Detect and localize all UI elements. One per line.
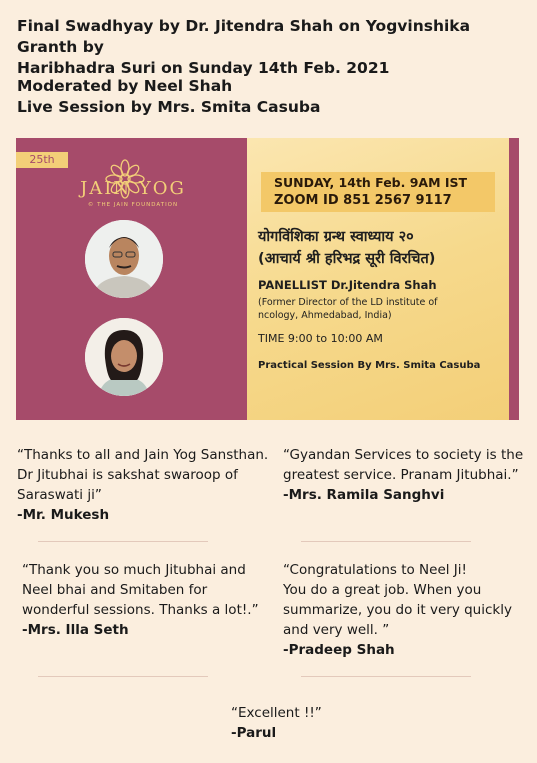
hindi-subtitle: (आचार्य श्री हरिभद्र सूरी विरचित) xyxy=(258,251,436,267)
brand-subtitle: © THE JAIN FOUNDATION xyxy=(87,202,179,208)
moderator-line: Moderated by Neel Shah xyxy=(17,77,233,95)
session-time: TIME 9:00 to 10:00 AM xyxy=(258,332,383,345)
event-date: SUNDAY, 14th Feb. 9AM IST xyxy=(274,175,468,190)
zoom-id: ZOOM ID 851 2567 9117 xyxy=(274,193,452,208)
speaker-photo xyxy=(85,220,163,298)
moderator-photo xyxy=(85,318,163,396)
testimonial-text: Saraswati ji” xyxy=(17,487,102,503)
page-subheading xyxy=(17,76,527,118)
testimonial-text: greatest service. Pranam Jitubhai.” xyxy=(283,467,519,483)
panellist-role: (Former Director of the LD institute of xyxy=(258,297,438,308)
testimonial-text: wonderful sessions. Thanks a lot!.” xyxy=(22,602,259,618)
testimonial xyxy=(283,445,533,505)
testimonial-text: “Gyandan Services to society is the xyxy=(283,447,524,463)
divider xyxy=(301,676,471,677)
testimonial-text: Neel bhai and Smitaben for xyxy=(22,582,208,598)
testimonial-author: -Pradeep Shah xyxy=(283,642,395,658)
testimonial-text: “Excellent !!” xyxy=(231,705,322,721)
live-session-line: Live Session by Mrs. Smita Casuba xyxy=(17,98,321,116)
anniversary-badge: 25th xyxy=(16,152,68,168)
testimonial-text: Dr Jitubhai is sakshat swaroop of xyxy=(17,467,238,483)
testimonial-author: -Mrs. Ramila Sanghvi xyxy=(283,487,445,503)
testimonial-text: You do a great job. When you xyxy=(283,582,482,598)
event-banner xyxy=(16,138,519,420)
testimonial xyxy=(17,445,277,525)
testimonial-text: and very well. ” xyxy=(283,622,390,638)
divider xyxy=(301,541,471,542)
testimonial-author: -Mr. Mukesh xyxy=(17,507,110,523)
banner-edge-strip xyxy=(509,138,519,420)
testimonial-text: “Thanks to all and Jain Yog Sansthan. xyxy=(17,447,269,463)
testimonial-author: -Parul xyxy=(231,725,277,741)
testimonial-text: “Congratulations to Neel Ji! xyxy=(283,562,467,578)
page-heading xyxy=(17,16,527,79)
testimonial xyxy=(22,560,277,640)
divider xyxy=(38,541,208,542)
panellist-role: ncology, Ahmedabad, India) xyxy=(258,310,392,321)
practical-session: Practical Session By Mrs. Smita Casuba xyxy=(258,360,481,371)
divider xyxy=(38,676,208,677)
panellist-name: PANELLIST Dr.Jitendra Shah xyxy=(258,278,437,292)
testimonial-text: “Thank you so much Jitubhai and xyxy=(22,562,246,578)
hindi-title: योगविंशिका ग्रन्थ स्वाध्याय २० xyxy=(258,229,414,245)
testimonial-text: summarize, you do it very quickly xyxy=(283,602,512,618)
heading-line: Haribhadra Suri on Sunday 14th Feb. 2021 xyxy=(17,59,390,77)
testimonial-author: -Mrs. Illa Seth xyxy=(22,622,129,638)
brand-name: JAIN YOG xyxy=(80,178,186,199)
testimonial xyxy=(283,560,533,660)
testimonial xyxy=(231,703,371,743)
heading-line: Final Swadhyay by Dr. Jitendra Shah on Yogvinshika Granth by xyxy=(17,17,471,56)
